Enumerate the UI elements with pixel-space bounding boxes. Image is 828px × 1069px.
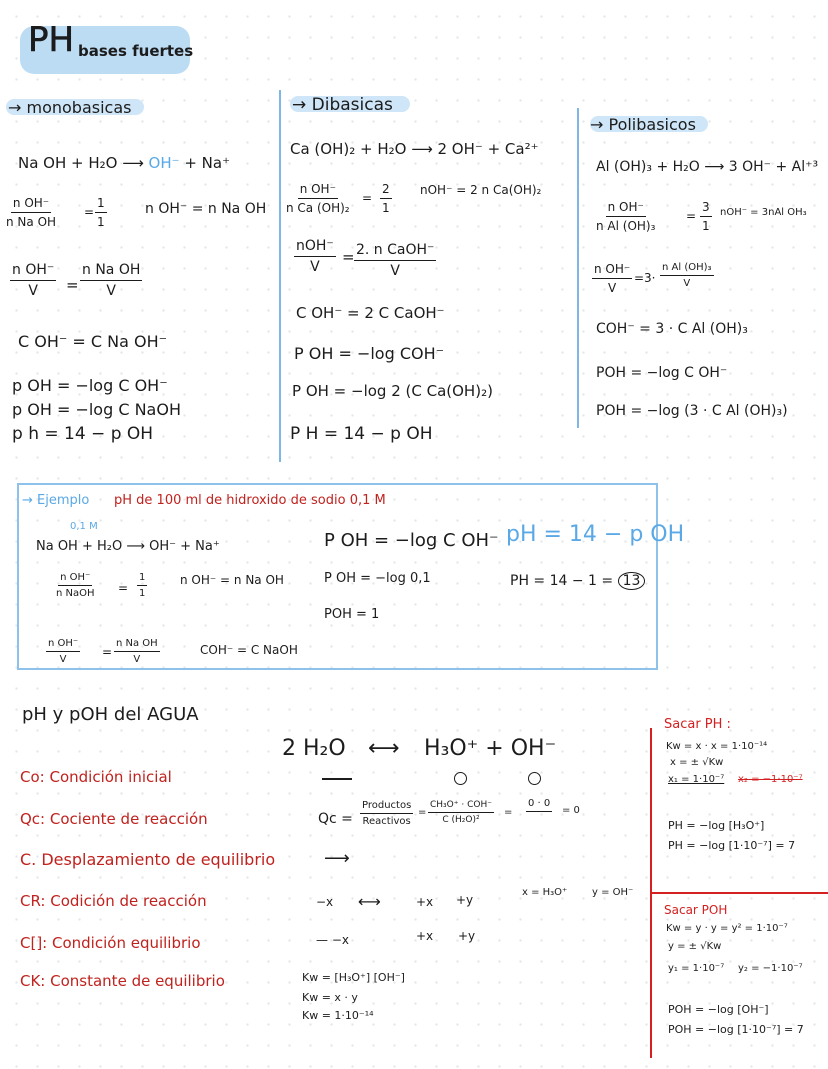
row-cr-arrow: ⟷: [358, 892, 381, 911]
example-ph-calc-text: PH = 14 − 1 =: [510, 573, 614, 589]
col3-frac2b-den: V: [683, 278, 691, 289]
example-frac2a-num: n OH⁻: [46, 638, 80, 652]
def-co: Co: Condición inicial: [20, 768, 172, 786]
qc-frac3-den: [537, 812, 541, 814]
col3-frac2-eq: =: [634, 271, 645, 285]
col2-frac1-rhs: [380, 182, 392, 215]
col3-frac1-eq: =: [686, 209, 697, 223]
col1-frac2a-den: V: [28, 283, 38, 299]
col3-conc: COH⁻ = 3 · C Al (OH)₃: [596, 321, 748, 337]
col1-frac1-rhs: [95, 196, 107, 229]
row-cr-y: +y: [456, 893, 474, 907]
example-frac2-eq: =: [102, 645, 113, 659]
col2-frac2b-den: V: [390, 263, 400, 279]
col3-frac1-den: n Al (OH)₃: [596, 219, 656, 233]
water-co-zero-oh: [528, 772, 541, 785]
def-desplazamiento: C. Desplazamiento de equilibrio: [20, 850, 276, 869]
kw-line2: Kw = x · y: [302, 991, 358, 1004]
water-co-underline: [322, 778, 352, 780]
col3-frac2a-num: n OH⁻: [592, 262, 632, 279]
col2-frac1: [284, 182, 352, 215]
sacar-ph-l3a: x₁ = 1·10⁻⁷: [668, 774, 725, 785]
col3-n-relation: nOH⁻ = 3nAl OH₃: [720, 207, 807, 218]
col2-reaction: Ca (OH)₂ + H₂O ⟶ 2 OH⁻ + Ca²⁺: [290, 140, 539, 158]
example-frac2b-den: V: [133, 654, 141, 665]
example-ph-calc: [510, 572, 645, 590]
example-frac2b-num: n Na OH: [114, 638, 160, 652]
col2-frac2a-den: V: [310, 259, 320, 275]
col1-frac1: [4, 196, 58, 229]
col2-frac2a: [294, 238, 336, 275]
heading-polibasicos: → Polibasicos: [590, 115, 696, 134]
example-poh-result: POH = 1: [324, 607, 380, 622]
example-frac1-eq: =: [118, 581, 129, 595]
desplazamiento-arrow: ⟶: [324, 848, 350, 869]
row-eq-y: +y: [458, 929, 476, 943]
x-def: x = H₃O⁺: [522, 887, 568, 898]
col2-conc: C OH⁻ = 2 C CaOH⁻: [296, 304, 445, 322]
col1-frac1-num: n OH⁻: [11, 196, 51, 213]
example-frac1-rhs-den: 1: [139, 588, 146, 599]
sacar-ph-l5: PH = −log [1·10⁻⁷] = 7: [668, 839, 796, 852]
water-co-zero-h3o: [454, 772, 467, 785]
qc-frac1-num: Productos: [360, 800, 413, 814]
col1-reaction-left: Na OH + H₂O ⟶: [18, 154, 144, 172]
sacar-poh-l5: POH = −log [1·10⁻⁷] = 7: [668, 1023, 804, 1036]
col3-frac2-mult: 3·: [644, 271, 656, 285]
water-title: pH y pOH del AGUA: [22, 704, 199, 725]
col3-frac1-rhs-num: 3: [700, 200, 712, 217]
col1-frac2a: [10, 262, 56, 299]
kw-line1: Kw = [H₃O⁺] [OH⁻]: [302, 971, 405, 984]
example-frac1-rhs: [137, 572, 147, 599]
example-ph-result: 13: [618, 572, 646, 590]
col1-reaction: [18, 156, 230, 171]
col3-frac2b-num: n Al (OH)₃: [660, 262, 714, 276]
water-reaction-arrow: ⟷: [368, 736, 400, 761]
page-subtitle: bases fuertes: [78, 42, 194, 60]
qc-frac3-num: 0 · 0: [526, 798, 552, 812]
def-qc: Qc: Cociente de reacción: [20, 810, 208, 828]
col1-reaction-na: + Na⁺: [184, 154, 230, 172]
example-frac2a: [46, 638, 80, 665]
sacar-ph-l4: PH = −log [H₃O⁺]: [668, 819, 765, 832]
row-cr-left: −x: [316, 895, 334, 909]
col2-poh2: P OH = −log 2 (C Ca(OH)₂): [292, 382, 493, 400]
kw-line3: Kw = 1·10⁻¹⁴: [302, 1009, 374, 1022]
qc-eq: =: [418, 807, 427, 818]
col1-frac2-eq: =: [66, 276, 79, 294]
qc-label: Qc =: [318, 811, 353, 827]
qc-result: = 0: [562, 805, 580, 816]
col2-frac2-eq: =: [342, 248, 355, 266]
col2-poh1: P OH = −log COH⁻: [294, 344, 445, 363]
col3-frac1-rhs: [700, 200, 712, 233]
row-eq-left: — −x: [316, 933, 349, 947]
col2-frac1-eq: =: [362, 191, 373, 205]
page-title: PH: [28, 20, 75, 60]
row-cr-x: +x: [416, 895, 434, 909]
sacar-poh-l4: POH = −log [OH⁻]: [668, 1003, 769, 1016]
col2-frac2b-num: 2. n CaOH⁻: [354, 242, 436, 261]
col2-frac1-rhs-den: 1: [382, 201, 390, 215]
col1-poh2: p OH = −log C NaOH: [12, 400, 181, 419]
qc-frac2: [428, 800, 494, 825]
heading-dibasicas: → Dibasicas: [292, 95, 393, 115]
sacar-poh-title: Sacar POH: [664, 903, 728, 917]
col3-frac1: [594, 200, 657, 233]
col2-frac2a-num: nOH⁻: [294, 238, 336, 257]
example-frac2b: [114, 638, 160, 665]
col1-frac2b-num: n Na OH: [80, 262, 142, 281]
divider-col1-col2: [279, 90, 281, 462]
col2-frac1-num: n OH⁻: [298, 182, 338, 199]
sacar-ph-title: Sacar PH :: [664, 717, 731, 732]
qc-frac2-den: C (H₂O)²: [442, 815, 480, 825]
col3-frac2a: [592, 262, 632, 295]
qc-frac1: [360, 800, 413, 827]
col2-frac1-den: n Ca (OH)₂: [286, 201, 350, 215]
example-frac1: [54, 572, 97, 599]
water-reaction-right: H₃O⁺ + OH⁻: [424, 736, 557, 761]
qc-frac1-den: Reactivos: [362, 816, 411, 827]
example-n-relation: n OH⁻ = n Na OH: [180, 573, 284, 587]
col1-poh1: p OH = −log C OH⁻: [12, 376, 168, 395]
col1-n-relation: n OH⁻ = n Na OH: [145, 201, 267, 217]
col3-frac2b: [660, 262, 714, 289]
col1-frac1-rhs-num: 1: [95, 196, 107, 213]
y-def: y = OH⁻: [592, 887, 634, 898]
qc-eq2: =: [504, 807, 513, 818]
def-ck: CK: Constante de equilibrio: [20, 972, 225, 990]
sacar-poh-l2: y = ± √Kw: [668, 941, 722, 952]
col1-reaction-oh: OH⁻: [148, 154, 180, 172]
divider-col2-col3: [577, 108, 579, 428]
col1-frac2a-num: n OH⁻: [10, 262, 56, 281]
row-eq-x: +x: [416, 929, 434, 943]
sacar-poh-l3a: y₁ = 1·10⁻⁷: [668, 963, 725, 974]
col2-n-relation: nOH⁻ = 2 n Ca(OH)₂: [420, 183, 542, 197]
divider-sacar-horizontal: [650, 892, 828, 894]
col1-frac1-eq: =: [84, 205, 95, 219]
col2-frac1-rhs-num: 2: [380, 182, 392, 199]
col3-frac1-num: n OH⁻: [606, 200, 646, 217]
col1-frac1-rhs-den: 1: [97, 215, 105, 229]
example-ph-formula: pH = 14 − p OH: [506, 522, 685, 547]
col3-frac2a-den: V: [608, 281, 617, 295]
example-reaction: Na OH + H₂O ⟶ OH⁻ + Na⁺: [36, 539, 220, 554]
example-frac1-den: n NaOH: [56, 588, 95, 599]
sacar-ph-l1: Kw = x · x = 1·10⁻¹⁴: [666, 741, 768, 752]
col3-reaction: Al (OH)₃ + H₂O ⟶ 3 OH⁻ + Al⁺³: [596, 159, 819, 175]
example-poh-formula: P OH = −log C OH⁻: [324, 530, 499, 551]
qc-frac3: [526, 798, 552, 814]
col2-frac2b: [354, 242, 436, 279]
sacar-poh-l3b: y₂ = −1·10⁻⁷: [738, 963, 803, 974]
sacar-ph-l2: x = ± √Kw: [670, 757, 724, 768]
example-title: pH de 100 ml de hidroxido de sodio 0,1 M: [114, 493, 386, 508]
example-label: → Ejemplo: [22, 493, 90, 508]
example-conc: COH⁻ = C NaOH: [200, 643, 298, 657]
col1-frac2b-den: V: [106, 283, 116, 299]
example-conc-note: 0,1 M: [70, 521, 98, 532]
heading-monobasicas: → monobasicas: [8, 98, 132, 117]
col1-frac2b: [80, 262, 142, 299]
col1-ph: p h = 14 − p OH: [12, 424, 154, 444]
col3-frac1-rhs-den: 1: [702, 219, 710, 233]
col2-ph: P H = 14 − p OH: [290, 424, 433, 444]
def-ceq: C[]: Condición equilibrio: [20, 934, 201, 952]
col1-conc: C OH⁻ = C Na OH⁻: [18, 332, 168, 351]
example-poh-value: P OH = −log 0,1: [324, 571, 431, 586]
qc-frac2-num: CH₃O⁺ · COH⁻: [428, 800, 494, 813]
col3-poh1: POH = −log C OH⁻: [596, 365, 728, 381]
example-frac1-num: n OH⁻: [58, 572, 92, 586]
col1-frac1-den: n Na OH: [6, 215, 57, 229]
water-reaction-left: 2 H₂O: [282, 736, 346, 761]
example-frac1-rhs-num: 1: [137, 572, 147, 586]
example-frac2a-den: V: [59, 654, 67, 665]
col3-poh2: POH = −log (3 · C Al (OH)₃): [596, 403, 788, 419]
sacar-ph-l3b: x₂ = −1·10⁻⁷: [738, 774, 803, 785]
sacar-poh-l1: Kw = y · y = y² = 1·10⁻⁷: [666, 923, 788, 934]
def-cr: CR: Codición de reacción: [20, 892, 207, 910]
